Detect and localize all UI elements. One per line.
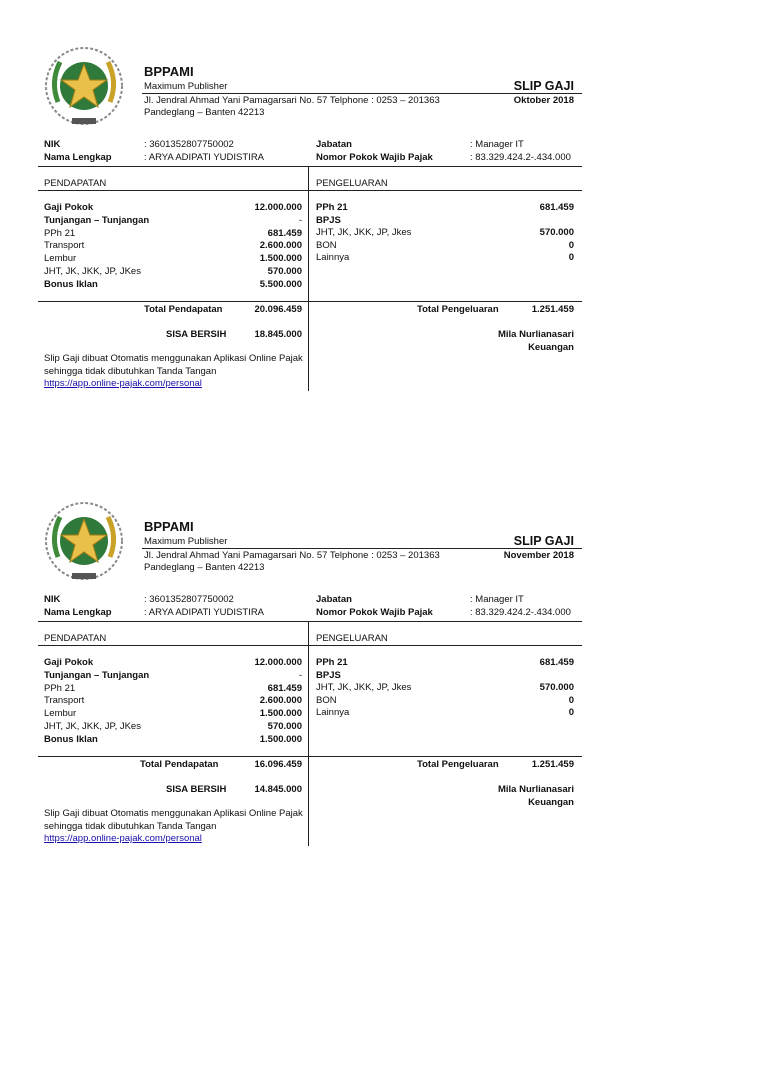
emblem-logo-icon [42, 42, 126, 132]
signer-name: Mila Nurlianasari [497, 329, 574, 340]
deduction-label: PPh 21 [316, 202, 348, 213]
header-divider [142, 548, 582, 549]
income-label: Transport [44, 695, 85, 706]
slip-period: Oktober 2018 [513, 95, 574, 106]
company-name: BPPAMI [144, 64, 194, 79]
auto-generated-note: Slip Gaji dibuat Otomatis menggunakan Aplikasi Online Pajak [44, 808, 303, 819]
publisher-name: Maximum Publisher [144, 81, 228, 92]
company-city: Pandeglang – Banten 42213 [144, 107, 265, 118]
deduction-label: JHT, JK, JKK, JP, Jkes [316, 227, 412, 238]
company-name: BPPAMI [144, 519, 194, 534]
total-income-label: Total Pendapatan [140, 759, 219, 770]
section-divider [38, 190, 582, 191]
name-label: Nama Lengkap [44, 607, 112, 618]
income-value: 570.000 [267, 266, 302, 277]
deduction-label: BPJS [316, 215, 341, 226]
total-income-label: Total Pendapatan [144, 304, 223, 315]
online-pajak-link[interactable]: https://app.online-pajak.com/personal [44, 833, 202, 844]
total-income-value: 20.096.459 [254, 304, 302, 315]
income-label: PPh 21 [44, 683, 76, 694]
npwp-value: : 83.329.424.2-.434.000 [470, 607, 571, 618]
deduction-value: 0 [568, 252, 574, 263]
signer-name: Mila Nurlianasari [497, 784, 574, 795]
deduction-value: 0 [568, 695, 574, 706]
total-income-value: 16.096.459 [254, 759, 302, 770]
section-divider [38, 645, 582, 646]
name-value: : ARYA ADIPATI YUDISTIRA [144, 152, 265, 163]
income-value: 1.500.000 [259, 253, 302, 264]
income-label: PPh 21 [44, 228, 76, 239]
deduction-label: Lainnya [316, 707, 350, 718]
npwp-label: Nomor Pokok Wajib Pajak [316, 152, 433, 163]
income-value: - [298, 670, 302, 681]
total-deduction-value: 1.251.459 [531, 759, 574, 770]
slip-title: SLIP GAJI [513, 79, 574, 93]
deduction-value: 570.000 [539, 682, 574, 693]
total-deduction-value: 1.251.459 [531, 304, 574, 315]
income-label: JHT, JK, JKK, JP, JKes [44, 721, 141, 732]
jabatan-value: : Manager IT [470, 594, 524, 605]
income-value: 681.459 [267, 228, 302, 239]
deduction-header: PENGELUARAN [316, 178, 388, 189]
npwp-label: Nomor Pokok Wajib Pajak [316, 607, 433, 618]
income-value: 1.500.000 [259, 708, 302, 719]
header-divider [142, 93, 582, 94]
deduction-label: JHT, JK, JKK, JP, Jkes [316, 682, 412, 693]
income-label: Tunjangan – Tunjangan [44, 215, 150, 226]
auto-generated-note: sehingga tidak dibutuhkan Tanda Tangan [44, 366, 217, 377]
deduction-label: PPh 21 [316, 657, 348, 668]
deduction-value: 681.459 [539, 657, 574, 668]
online-pajak-link[interactable]: https://app.online-pajak.com/personal [44, 378, 202, 389]
jabatan-label: Jabatan [316, 594, 352, 605]
income-value: 12.000.000 [254, 657, 302, 668]
income-label: Bonus Iklan [44, 279, 98, 290]
income-value: 570.000 [267, 721, 302, 732]
income-header: PENDAPATAN [44, 633, 107, 644]
totals-divider [38, 301, 582, 302]
emblem-logo-icon [42, 497, 126, 587]
income-label: Lembur [44, 708, 77, 719]
income-label: Gaji Pokok [44, 202, 94, 213]
income-value: 12.000.000 [254, 202, 302, 213]
net-salary-label: SISA BERSIH [166, 329, 227, 340]
column-divider [308, 621, 309, 846]
income-header: PENDAPATAN [44, 178, 107, 189]
deduction-header: PENGELUARAN [316, 633, 388, 644]
income-label: Transport [44, 240, 85, 251]
company-address: Jl. Jendral Ahmad Yani Pamagarsari No. 57 Telphone : 0253 – 201363 [144, 550, 440, 561]
income-value: - [298, 215, 302, 226]
deduction-value: 0 [568, 240, 574, 251]
net-salary-value: 14.845.000 [254, 784, 302, 795]
publisher-name: Maximum Publisher [144, 536, 228, 547]
deduction-value: 681.459 [539, 202, 574, 213]
deduction-label: Lainnya [316, 252, 350, 263]
net-salary-label: SISA BERSIH [166, 784, 227, 795]
net-salary-value: 18.845.000 [254, 329, 302, 340]
column-divider [308, 166, 309, 391]
income-value: 5.500.000 [259, 279, 302, 290]
nik-value: : 3601352807750002 [144, 139, 234, 150]
info-divider [38, 621, 582, 622]
jabatan-label: Jabatan [316, 139, 352, 150]
deduction-label: BON [316, 240, 337, 251]
slip-period: November 2018 [503, 550, 574, 561]
auto-generated-note: sehingga tidak dibutuhkan Tanda Tangan [44, 821, 217, 832]
auto-generated-note: Slip Gaji dibuat Otomatis menggunakan Aplikasi Online Pajak [44, 353, 303, 364]
income-label: Gaji Pokok [44, 657, 94, 668]
total-deduction-label: Total Pengeluaran [417, 759, 499, 770]
name-label: Nama Lengkap [44, 152, 112, 163]
signer-department: Keuangan [528, 342, 574, 353]
income-value: 681.459 [267, 683, 302, 694]
income-label: JHT, JK, JKK, JP, JKes [44, 266, 141, 277]
nik-label: NIK [44, 139, 61, 150]
company-city: Pandeglang – Banten 42213 [144, 562, 265, 573]
name-value: : ARYA ADIPATI YUDISTIRA [144, 607, 265, 618]
nik-value: : 3601352807750002 [144, 594, 234, 605]
income-label: Tunjangan – Tunjangan [44, 670, 150, 681]
totals-divider [38, 756, 582, 757]
deduction-label: BPJS [316, 670, 341, 681]
total-deduction-label: Total Pengeluaran [417, 304, 499, 315]
info-divider [38, 166, 582, 167]
deduction-value: 0 [568, 707, 574, 718]
jabatan-value: : Manager IT [470, 139, 524, 150]
salary-slip-oktober [38, 40, 582, 390]
signer-department: Keuangan [528, 797, 574, 808]
company-address: Jl. Jendral Ahmad Yani Pamagarsari No. 57 Telphone : 0253 – 201363 [144, 95, 440, 106]
income-label: Bonus Iklan [44, 734, 98, 745]
salary-slip-november [38, 495, 582, 845]
income-value: 2.600.000 [259, 240, 302, 251]
income-value: 2.600.000 [259, 695, 302, 706]
deduction-label: BON [316, 695, 337, 706]
income-value: 1.500.000 [259, 734, 302, 745]
income-label: Lembur [44, 253, 77, 264]
npwp-value: : 83.329.424.2-.434.000 [470, 152, 571, 163]
nik-label: NIK [44, 594, 61, 605]
deduction-value: 570.000 [539, 227, 574, 238]
slip-title: SLIP GAJI [513, 534, 574, 548]
